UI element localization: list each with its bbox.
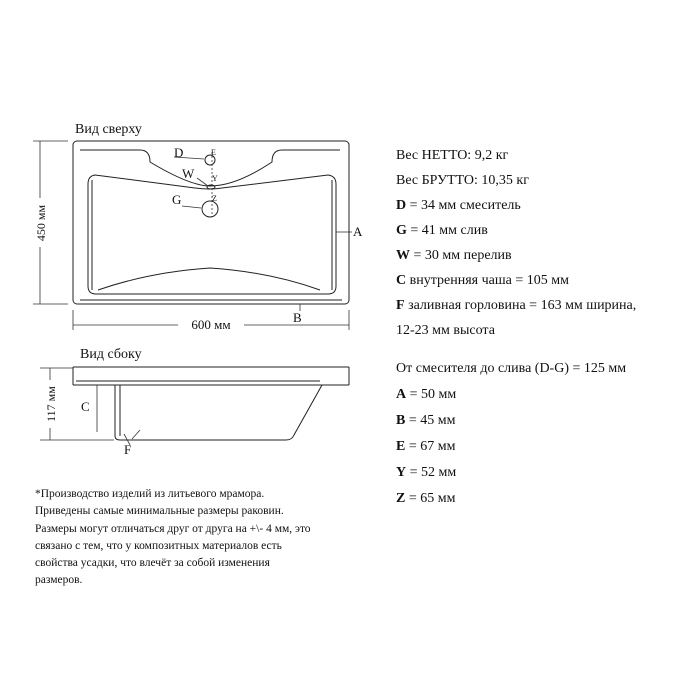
dimension-text: = 45 мм	[405, 413, 456, 428]
dimension-letter: Z	[396, 491, 406, 506]
footnote-line: Приведены самые минимальные размеры раковин.	[35, 505, 284, 518]
distance-line: От смесителя до слива (D-G) = 125 мм	[396, 361, 627, 376]
spec-text: внутренняя чаша = 105 мм	[406, 273, 569, 288]
side-view-leaders	[97, 385, 140, 445]
spec-text: = 34 мм смеситель	[406, 198, 521, 213]
footnote-line: *Производство изделий из литьевого мрамора.	[35, 488, 265, 500]
dimension-text: = 67 мм	[405, 439, 456, 454]
top-view-outline	[73, 141, 349, 304]
spec-text: = 41 мм слив	[406, 223, 488, 238]
footnote-line: Размеры могут отличаться друг от друга на +\- 4 мм, это	[35, 522, 311, 535]
callout-c: C	[81, 399, 90, 414]
callout-b: B	[293, 310, 302, 325]
dimension-letter: E	[396, 439, 406, 454]
top-view-title: Вид сверху	[75, 122, 142, 137]
spec-text: = 30 мм перелив	[410, 248, 512, 263]
dimension-letter: Y	[396, 465, 407, 480]
spec-letter: G	[396, 223, 407, 238]
side-height-label: 117 мм	[44, 386, 58, 422]
dimension-letter: B	[396, 413, 406, 428]
spec-letter: F	[396, 298, 405, 313]
callout-f: F	[124, 442, 132, 457]
side-view-title: Вид сбоку	[80, 347, 142, 362]
width-label: 600 мм	[191, 317, 231, 332]
footnote-line: свойства усадки, что влечёт за собой изменения	[35, 557, 270, 570]
callout-e: E	[211, 148, 216, 157]
dimension-item	[396, 460, 626, 486]
spec-text: заливная горловина = 163 мм ширина,	[404, 298, 637, 313]
dimension-letter: A	[396, 387, 407, 402]
dimension-item	[396, 434, 626, 460]
dimension-text: = 50 мм	[406, 387, 457, 402]
spec-continuation: 12-23 мм высота	[396, 323, 495, 338]
footnote-line: размеров.	[35, 574, 83, 587]
footnote	[35, 486, 375, 590]
dimensions-list	[396, 356, 626, 512]
spec-letter: C	[396, 273, 407, 288]
dimension-text: = 65 мм	[405, 491, 456, 506]
callout-g: G	[172, 192, 182, 207]
callout-a: A	[353, 224, 363, 239]
callout-w: W	[182, 166, 195, 181]
dimension-item	[396, 408, 626, 434]
spec-item	[396, 218, 636, 243]
dimension-item	[396, 486, 626, 512]
spec-item	[396, 293, 636, 318]
callout-z: Z	[212, 194, 217, 203]
dimension-text: = 52 мм	[406, 465, 457, 480]
gross-weight: Вес БРУТТО: 10,35 кг	[396, 173, 529, 188]
net-weight: Вес НЕТТО: 9,2 кг	[396, 148, 509, 163]
top-view-leaders	[174, 152, 352, 311]
dimension-item	[396, 382, 626, 408]
specs-list	[396, 143, 636, 343]
callout-d: D	[174, 145, 184, 160]
spec-item	[396, 243, 636, 268]
spec-item	[396, 193, 636, 218]
height-label: 450 мм	[34, 204, 48, 242]
footnote-line: связано с тем, что у композитных материалов есть	[35, 539, 282, 552]
spec-item	[396, 268, 636, 293]
spec-letter: W	[396, 248, 410, 263]
side-view-outline	[73, 367, 349, 440]
spec-letter: D	[396, 198, 407, 213]
callout-y: Y	[212, 174, 218, 183]
